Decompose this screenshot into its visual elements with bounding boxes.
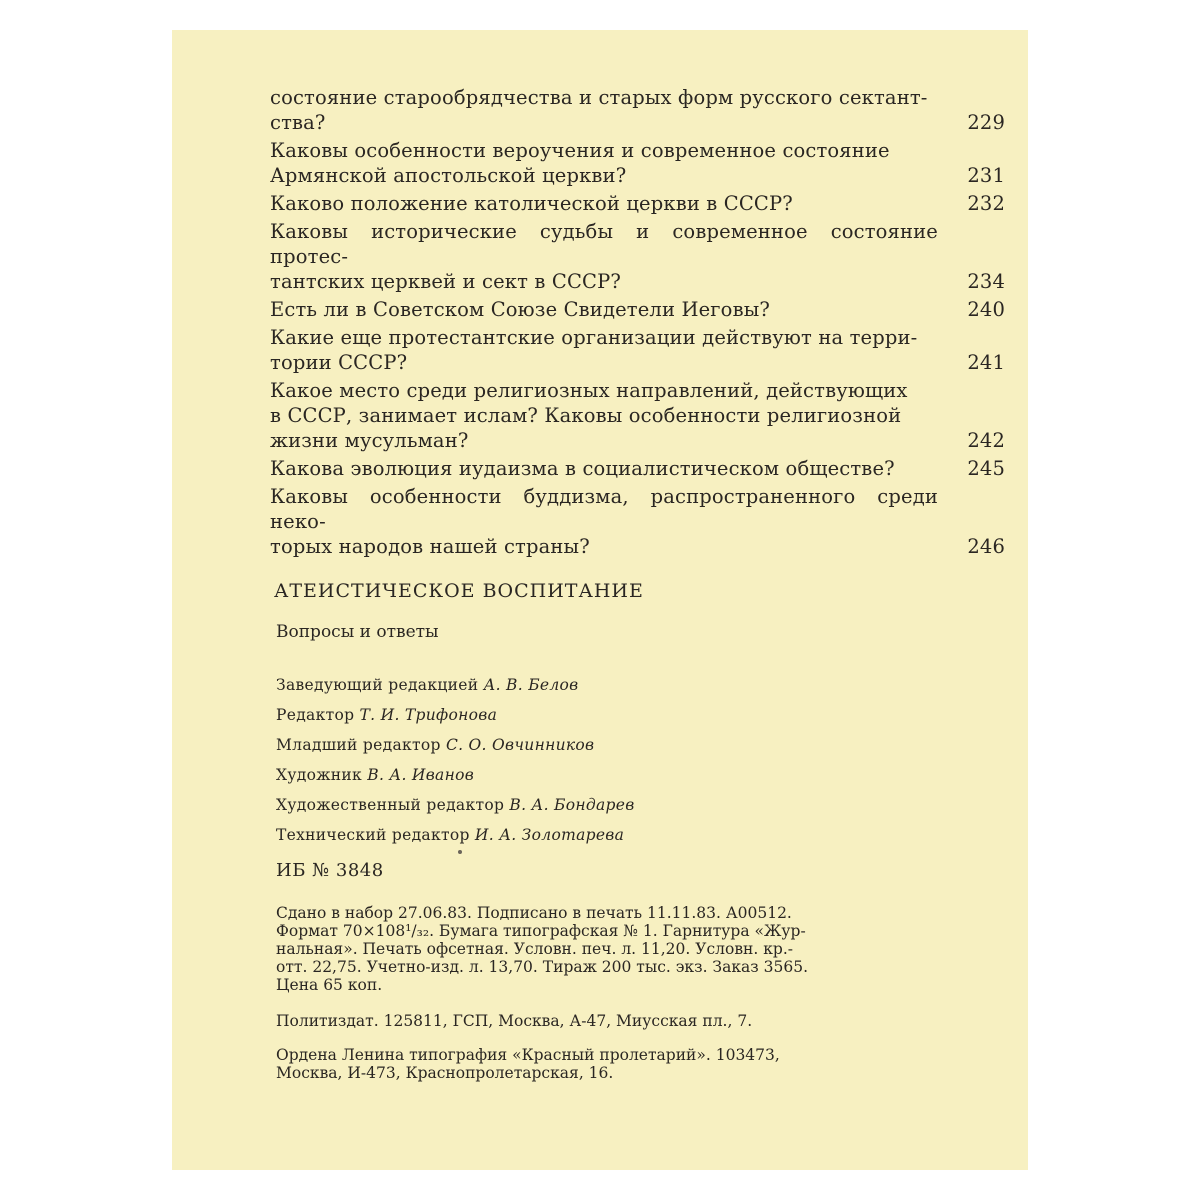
toc-entry bbox=[270, 191, 1005, 216]
toc-entry-line: Армянской апостольской церкви? bbox=[270, 164, 627, 187]
staff-role: Младший редактор bbox=[276, 736, 441, 754]
staff-line bbox=[276, 820, 635, 850]
toc-entry-line: Есть ли в Советском Союзе Свидетели Иеговы? bbox=[270, 298, 770, 321]
toc-entry bbox=[270, 138, 1005, 188]
staff-line bbox=[276, 760, 635, 790]
toc-entry-title bbox=[270, 219, 938, 294]
staff-name: И. А. Золотарева bbox=[474, 826, 625, 844]
toc-entry-title bbox=[270, 325, 938, 375]
staff-name: А. В. Белов bbox=[483, 676, 579, 694]
toc-entry bbox=[270, 297, 1005, 322]
toc-entry-line: состояние старообрядчества и старых форм русского сектант- bbox=[270, 86, 928, 109]
toc-entry-title bbox=[270, 85, 938, 135]
table-of-contents bbox=[270, 85, 1005, 562]
staff-role: Заведующий редакцией bbox=[276, 676, 479, 694]
toc-entry bbox=[270, 219, 1005, 294]
toc-entry-line: Какие еще протестантские организации действуют на терри- bbox=[270, 326, 918, 349]
toc-page-number: 246 bbox=[967, 535, 1005, 558]
toc-entry-line: Какое место среди религиозных направлений, действующих bbox=[270, 379, 908, 402]
staff-line bbox=[276, 700, 635, 730]
staff-line bbox=[276, 730, 635, 760]
toc-page-number: 234 bbox=[967, 270, 1005, 293]
imprint-line: отт. 22,75. Учетно-изд. л. 13,70. Тираж 200 тыс. экз. Заказ 3565. bbox=[276, 958, 809, 976]
imprint-line: Политиздат. 125811, ГСП, Москва, А-47, Миусская пл., 7. bbox=[276, 1012, 753, 1030]
toc-entry-line: жизни мусульман? bbox=[270, 429, 469, 452]
staff-line bbox=[276, 670, 635, 700]
toc-entry-title bbox=[270, 297, 938, 322]
staff-line bbox=[276, 790, 635, 820]
toc-page-number: 240 bbox=[967, 298, 1005, 321]
toc-page-number: 232 bbox=[967, 192, 1005, 215]
staff-name: С. О. Овчинников bbox=[445, 736, 595, 754]
staff-name: В. А. Бондарев bbox=[509, 796, 635, 814]
imprint-line: нальная». Печать офсетная. Условн. печ. л. 11,20. Условн. кр.- bbox=[276, 940, 794, 958]
toc-entry-line: Каково положение католической церкви в СССР? bbox=[270, 192, 793, 215]
toc-entry-line: Каковы особенности вероучения и современное состояние bbox=[270, 139, 890, 162]
editorial-staff bbox=[276, 670, 635, 850]
toc-entry-title bbox=[270, 378, 938, 453]
toc-page-number: 245 bbox=[967, 457, 1005, 480]
toc-entry-line: тории СССР? bbox=[270, 351, 408, 374]
toc-entry-line: Каковы исторические судьбы и современное состояние протес- bbox=[270, 220, 938, 268]
ib-number: ИБ № 3848 bbox=[276, 860, 384, 881]
toc-page-number: 242 bbox=[967, 429, 1005, 452]
imprint-line: Сдано в набор 27.06.83. Подписано в печать 11.11.83. А00512. bbox=[276, 904, 792, 922]
toc-entry-line: ства? bbox=[270, 111, 326, 134]
toc-entry bbox=[270, 456, 1005, 481]
toc-entry-title bbox=[270, 456, 938, 481]
toc-entry bbox=[270, 85, 1005, 135]
toc-entry-line: Какова эволюция иудаизма в социалистическом обществе? bbox=[270, 457, 895, 480]
toc-entry-line: торых народов нашей страны? bbox=[270, 535, 590, 558]
imprint-line: Цена 65 коп. bbox=[276, 976, 383, 994]
production-details bbox=[276, 904, 942, 994]
toc-entry bbox=[270, 484, 1005, 559]
toc-entry bbox=[270, 378, 1005, 453]
toc-entry-title bbox=[270, 191, 938, 216]
toc-entry bbox=[270, 325, 1005, 375]
toc-page-number: 231 bbox=[967, 164, 1005, 187]
print-speck bbox=[458, 850, 462, 854]
imprint-line: Москва, И-473, Краснопролетарская, 16. bbox=[276, 1064, 614, 1082]
toc-page-number: 229 bbox=[967, 111, 1005, 134]
imprint-line: Формат 70×108¹/₃₂. Бумага типографская № 1. Гарнитура «Жур- bbox=[276, 922, 806, 940]
staff-role: Художник bbox=[276, 766, 363, 784]
staff-role: Технический редактор bbox=[276, 826, 470, 844]
toc-entry-title bbox=[270, 484, 938, 559]
toc-entry-line: Каковы особенности буддизма, распространенного среди неко- bbox=[270, 485, 938, 533]
staff-role: Художественный редактор bbox=[276, 796, 505, 814]
book-subtitle: Вопросы и ответы bbox=[276, 622, 439, 642]
publisher-address bbox=[276, 1012, 942, 1030]
toc-entry-title bbox=[270, 138, 938, 188]
imprint-line: Ордена Ленина типография «Красный пролетарий». 103473, bbox=[276, 1046, 780, 1064]
staff-name: Т. И. Трифонова bbox=[359, 706, 498, 724]
toc-entry-line: тантских церквей и сект в СССР? bbox=[270, 270, 621, 293]
staff-name: В. А. Иванов bbox=[367, 766, 475, 784]
toc-entry-line: в СССР, занимает ислам? Каковы особенности религиозной bbox=[270, 404, 902, 427]
book-title: АТЕИСТИЧЕСКОЕ ВОСПИТАНИЕ bbox=[274, 580, 644, 602]
toc-page-number: 241 bbox=[967, 351, 1005, 374]
printer-address bbox=[276, 1046, 942, 1082]
staff-role: Редактор bbox=[276, 706, 355, 724]
